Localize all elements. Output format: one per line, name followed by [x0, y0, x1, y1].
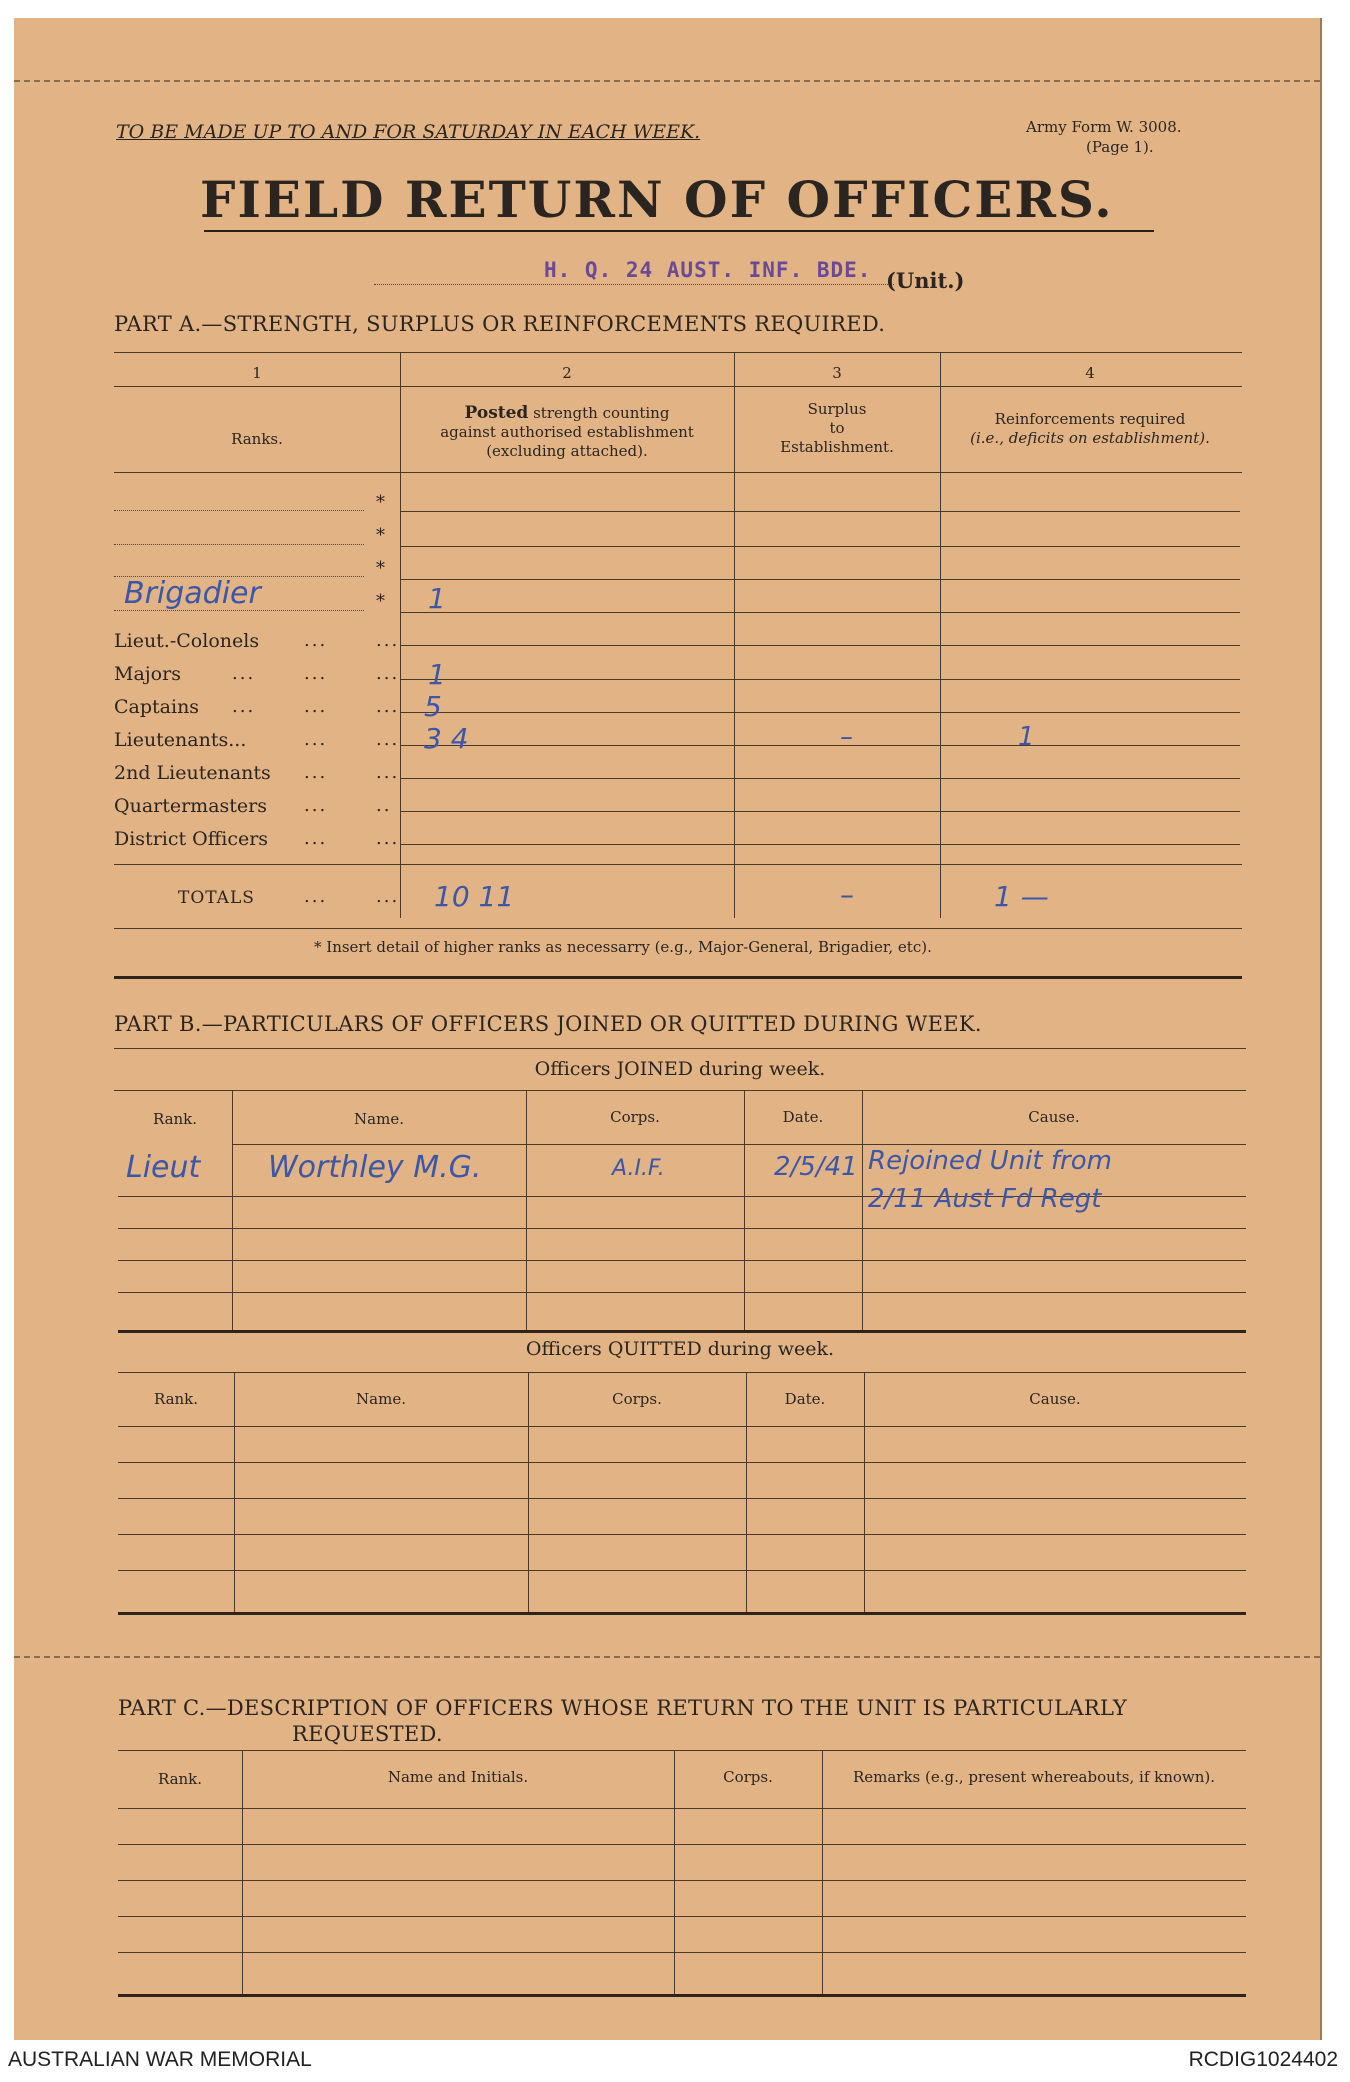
col-ranks-header: Ranks. — [231, 430, 283, 448]
row-rule — [400, 778, 1240, 779]
joined-divider — [744, 1090, 745, 1330]
col-number-3: 3 — [832, 364, 842, 382]
part-a-title: PART A.—STRENGTH, SURPLUS OR REINFORCEMENTS REQUIRED. — [114, 312, 886, 336]
part-c-remarks-header: Remarks (e.g., present whereabouts, if known). — [852, 1768, 1216, 1786]
part-c-row-rule — [118, 1844, 1246, 1845]
form-sheet — [14, 18, 1322, 2040]
joined-date-header: Date. — [782, 1108, 824, 1126]
form-title: FIELD RETURN OF OFFICERS. — [200, 170, 1114, 229]
part-c-title-1: PART C.—DESCRIPTION OF OFFICERS WHOSE RETURN TO THE UNIT IS PARTICULARLY — [118, 1696, 1128, 1720]
leader-dots: .. — [376, 795, 392, 816]
joined-divider — [232, 1090, 233, 1330]
leader-dots: ... — [376, 828, 400, 849]
reinf-line1: Reinforcements required — [994, 410, 1186, 428]
quitted-title: Officers QUITTED during week. — [525, 1338, 835, 1360]
rank-lieutenants: Lieutenants... — [114, 729, 247, 751]
joined-rank: Lieut — [126, 1150, 201, 1185]
leader-dots: ... — [304, 795, 328, 816]
leader-dots: ... — [304, 663, 328, 684]
joined-name-header: Name. — [354, 1110, 404, 1128]
part-c-corps-header: Corps. — [723, 1768, 773, 1786]
leader-dots: ... — [232, 663, 256, 684]
rank-quartermasters: Quartermasters — [114, 795, 267, 817]
surplus-line3: Establishment. — [780, 438, 894, 456]
star-marker: * — [376, 492, 385, 513]
part-c-divider — [822, 1750, 823, 1994]
quitted-title-rule — [118, 1372, 1246, 1373]
quitted-row-rule — [118, 1462, 1246, 1463]
hand-brigadier-posted: 1 — [428, 582, 446, 615]
footer-right: RCDIG1024402 — [1188, 2048, 1338, 2071]
part-a-top-rule — [114, 352, 1242, 353]
hand-captains-posted: 5 — [424, 690, 442, 723]
part-a-end-rule — [114, 976, 1242, 979]
leader-dots: ... — [304, 886, 328, 907]
part-a-header-rule — [114, 472, 1242, 473]
star-marker: * — [376, 591, 385, 612]
joined-divider — [862, 1090, 863, 1330]
posted-bold: Posted — [464, 403, 529, 423]
part-c-row-rule — [118, 1952, 1246, 1953]
hand-majors-posted: 1 — [428, 658, 446, 691]
joined-divider — [526, 1090, 527, 1330]
quitted-divider — [234, 1372, 235, 1612]
quitted-name-header: Name. — [356, 1390, 406, 1408]
joined-date: 2/5/41 — [774, 1152, 858, 1182]
joined-rank-header: Rank. — [152, 1110, 198, 1128]
star-marker: * — [376, 558, 385, 579]
part-c-divider — [674, 1750, 675, 1994]
hand-rank-brigadier: Brigadier — [124, 576, 261, 611]
part-a-number-rule — [114, 386, 1242, 387]
unit-label: (Unit.) — [886, 268, 965, 293]
quitted-divider — [864, 1372, 865, 1612]
part-a-divider-3 — [940, 352, 941, 918]
perforation-top — [14, 80, 1320, 82]
quitted-corps-header: Corps. — [612, 1390, 662, 1408]
row-rule — [400, 546, 1240, 547]
reinf-line2: (i.e., deficits on establishment). — [970, 429, 1210, 447]
quitted-rank-header: Rank. — [153, 1390, 199, 1408]
quitted-date-header: Date. — [784, 1390, 826, 1408]
row-rule — [400, 745, 1240, 746]
posted-line2: against authorised establishment — [440, 423, 694, 441]
part-c-title-2: REQUESTED. — [292, 1722, 443, 1746]
part-c-name-header: Name and Initials. — [387, 1768, 529, 1786]
posted-line3: (excluding attached). — [486, 442, 648, 460]
hand-totals-posted: 10 11 — [434, 880, 515, 913]
leader-dots: ... — [304, 762, 328, 783]
col-surplus-header — [734, 400, 940, 457]
hand-totals-reinforcements: 1 — — [994, 880, 1049, 913]
col-number-4: 4 — [1085, 364, 1095, 382]
row-rule — [400, 811, 1240, 812]
rank-district-officers: District Officers — [114, 828, 269, 850]
instruction-text: TO BE MADE UP TO AND FOR SATURDAY IN EACH WEEK. — [116, 121, 701, 143]
leader-dots: ... — [376, 630, 400, 651]
quitted-divider — [746, 1372, 747, 1612]
quitted-row-rule — [118, 1498, 1246, 1499]
hand-lieutenants-reinforcements: 1 — [1018, 722, 1035, 752]
unit-stamp: H. Q. 24 AUST. INF. BDE. — [544, 258, 872, 282]
posted-rest: strength counting — [533, 404, 670, 422]
hand-lieutenants-posted: 3 4 — [424, 722, 469, 755]
leader-dots: ... — [304, 630, 328, 651]
row-rule — [400, 579, 1240, 580]
col-posted-header — [400, 404, 734, 461]
joined-end-rule — [118, 1330, 1246, 1333]
part-a-footnote: * Insert detail of higher ranks as necessarry (e.g., Major-General, Brigadier, etc). — [314, 938, 932, 956]
star-marker: * — [376, 525, 385, 546]
row-rule — [400, 844, 1240, 845]
leader-dots: ... — [232, 696, 256, 717]
title-underline — [204, 230, 1154, 232]
joined-cause-header: Cause. — [1028, 1108, 1080, 1126]
rank-majors: Majors — [114, 663, 181, 685]
row-rule — [400, 511, 1240, 512]
rank-lieut-colonels: Lieut.-Colonels — [114, 630, 260, 652]
leader-dots: ... — [376, 729, 400, 750]
row-rule — [400, 712, 1240, 713]
joined-title-rule — [114, 1090, 1246, 1091]
part-c-row-rule — [118, 1916, 1246, 1917]
joined-title: Officers JOINED during week. — [534, 1058, 826, 1080]
joined-header-rule — [232, 1144, 1246, 1145]
part-a-divider-2 — [734, 352, 735, 918]
footer-left: AUSTRALIAN WAR MEMORIAL — [8, 2048, 312, 2071]
part-c-end-rule — [118, 1994, 1246, 1997]
joined-corps-header: Corps. — [610, 1108, 660, 1126]
joined-cause-1: Rejoined Unit from — [868, 1146, 1112, 1176]
joined-cause-2: 2/11 Aust Fd Regt — [868, 1184, 1102, 1214]
joined-name: Worthley M.G. — [268, 1150, 482, 1185]
quitted-end-rule — [118, 1612, 1246, 1615]
perforation-middle — [14, 1656, 1320, 1658]
leader-dots: ... — [304, 696, 328, 717]
quitted-cause-header: Cause. — [1029, 1390, 1081, 1408]
rank-captains: Captains — [114, 696, 200, 718]
leader-dots: ... — [376, 663, 400, 684]
joined-corps: A.I.F. — [612, 1156, 665, 1181]
leader-dots: ... — [376, 762, 400, 783]
joined-row-rule — [118, 1228, 1246, 1229]
quitted-divider — [528, 1372, 529, 1612]
surplus-line2: to — [829, 419, 845, 437]
part-a-bottom-rule — [114, 928, 1242, 929]
col-number-1: 1 — [252, 364, 262, 382]
hand-lieutenants-surplus: – — [840, 722, 853, 752]
part-c-divider — [242, 1750, 243, 1994]
part-b-title: PART B.—PARTICULARS OF OFFICERS JOINED OR QUITTED DURING WEEK. — [114, 1012, 982, 1036]
archive-footer — [0, 2040, 1350, 2082]
col-number-2: 2 — [562, 364, 572, 382]
part-a-totals-rule — [114, 864, 1242, 865]
blank-rank-line — [114, 510, 364, 511]
quitted-header-rule — [118, 1426, 1246, 1427]
leader-dots: ... — [376, 696, 400, 717]
part-c-row-rule — [118, 1880, 1246, 1881]
leader-dots: ... — [304, 729, 328, 750]
col-reinforcements-header — [940, 410, 1240, 448]
totals-label: TOTALS — [178, 888, 255, 908]
part-c-top-rule — [118, 1750, 1246, 1751]
row-rule — [400, 612, 1240, 613]
page-number: (Page 1). — [1086, 138, 1154, 156]
joined-row-rule — [118, 1292, 1246, 1293]
leader-dots: ... — [376, 886, 400, 907]
row-rule — [400, 679, 1240, 680]
part-a-divider-1 — [400, 352, 401, 918]
leader-dots: ... — [304, 828, 328, 849]
rank-2nd-lieutenants: 2nd Lieutenants — [114, 762, 271, 784]
surplus-line1: Surplus — [807, 400, 867, 418]
part-c-header-rule — [118, 1808, 1246, 1809]
joined-row-rule — [118, 1260, 1246, 1261]
unit-dotted-line — [374, 284, 894, 285]
part-c-rank-header: Rank. — [157, 1770, 203, 1788]
part-b-top-rule — [114, 1048, 1246, 1049]
row-rule — [400, 645, 1240, 646]
blank-rank-line — [114, 544, 364, 545]
hand-totals-surplus: – — [840, 878, 854, 911]
quitted-row-rule — [118, 1534, 1246, 1535]
quitted-row-rule — [118, 1570, 1246, 1571]
form-number: Army Form W. 3008. — [1026, 118, 1182, 136]
